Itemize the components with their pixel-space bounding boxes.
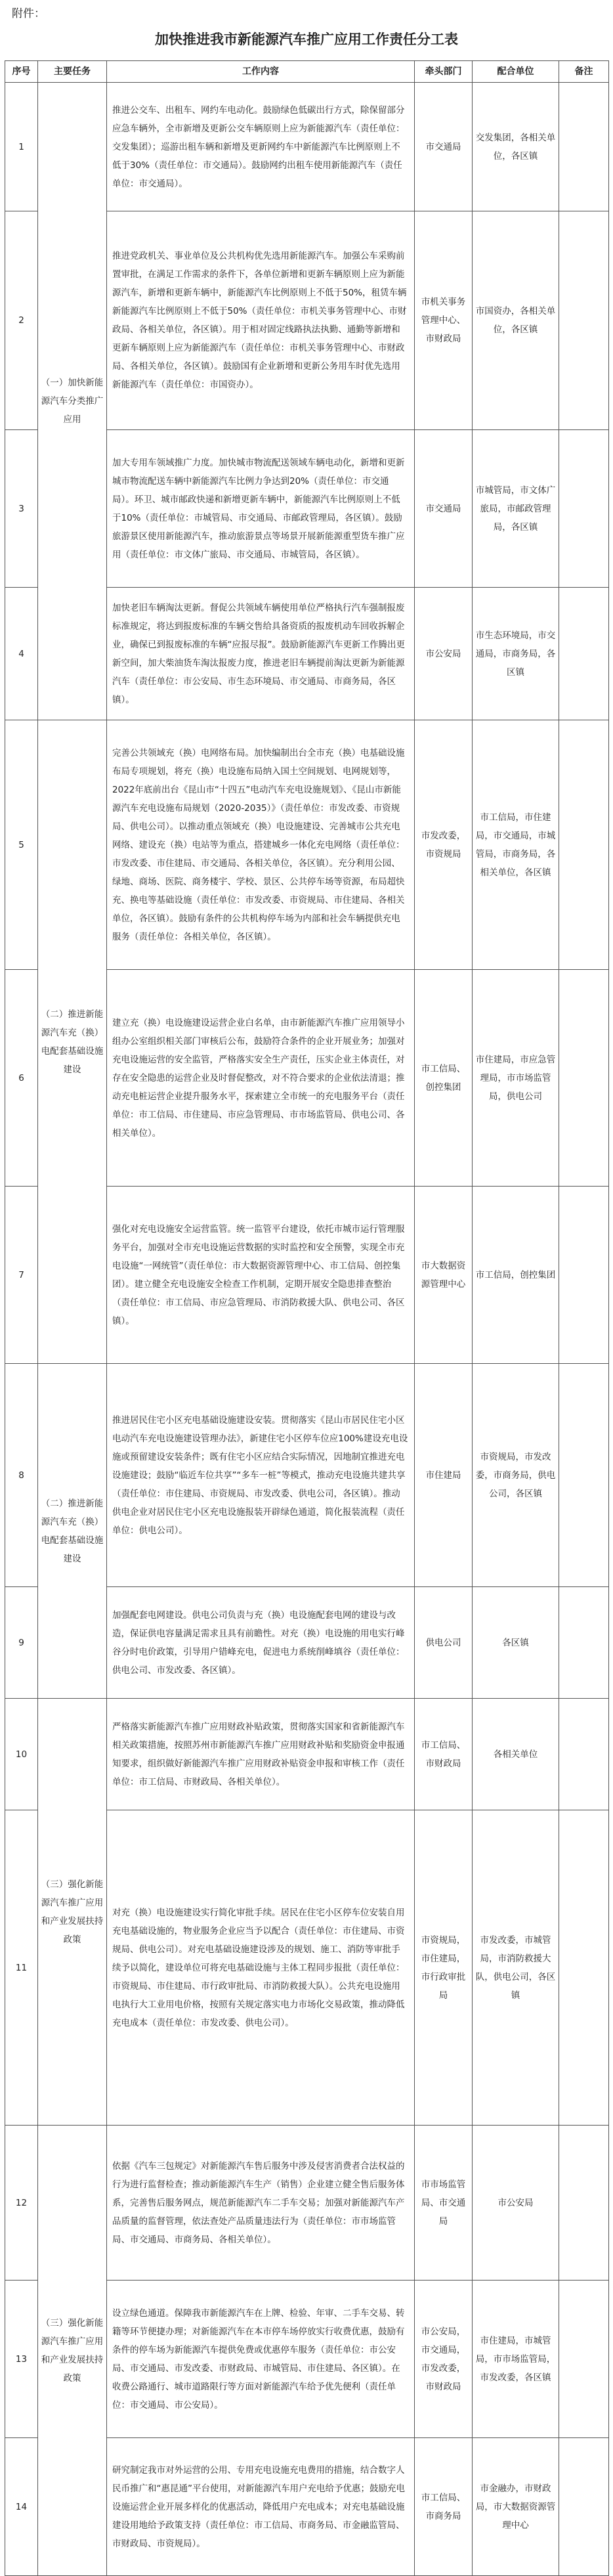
- row-content: 严格落实新能源汽车推广应用财政补贴政策，贯彻落实国家和省新能源汽车相关政策措施，按照苏州市新能源汽车推广应用财政补贴和奖励资金申报通知要求，组织做好新能源汽车推广应用财政补贴资金申报和审核工作（责任单位：市工信局、市财政局、各相关单位）。: [107, 1699, 415, 1810]
- row-support: 市住建局，市城管局，市市场监管局，市发改委，各区镇: [473, 2281, 559, 2438]
- task-cell: （三）强化新能源汽车推广应用和产业发展扶持政策: [38, 2126, 107, 2576]
- row-no: 13: [5, 2281, 38, 2438]
- row-content: 推进党政机关、事业单位及公共机构优先选用新能源汽车。加强公车采购前置审批，在满足工作需求的条件下，各单位新增和更新车辆原则上应为新能源汽车，新增和更新车辆中，新能源汽车比例原则上不低于50%，租赁车辆新能源汽车比例原则上不低于50%（责任单位：市机关事务管理中心、市财政局、各相关单位，各区镇）。用于相对固定线路执法执勤、通勤等新增和更新车辆原则上应为新能源汽车（责任单位：市机关事务管理中心、市财政局、各相关单位，各区镇）。鼓励国有企业新增和更新公务用车时优先选用新能源汽车（责任单位：市国资办）。: [107, 211, 415, 430]
- row-support: 市工信局，市住建局，市交通局，市城管局，市商务局，各相关单位，各区镇: [473, 720, 559, 970]
- row-note: [559, 83, 609, 211]
- row-content: 加强配套电网建设。供电公司负责与充（换）电设施配套电网的建设与改造，保证供电容量满足需求且具有前瞻性。对充（换）电设施的用电实行峰谷分时电价政策，引导用户错峰充电，促进电力系统削峰填谷（责任单位：供电公司、市发改委、各区镇）。: [107, 1587, 415, 1699]
- row-note: [559, 1810, 609, 2126]
- row-no: 3: [5, 430, 38, 588]
- row-content: 设立绿色通道。保障我市新能源汽车在上牌、检验、年审、二手车交易、转籍等环节便捷办理；对新能源汽车在本市停车场停放实行收费优惠，鼓励有条件的停车场为新能源汽车提供免费或优惠停车服务（责任单位：市公安局、市交通局、市发改委、市财政局、市城管局、市住建局、各区镇）。在收费公路通行、城市道路限行等方面对新能源汽车给予优先便利（责任单位：市交通局、市公安局）。: [107, 2281, 415, 2438]
- row-no: 1: [5, 83, 38, 211]
- row-note: [559, 2281, 609, 2438]
- table-row: [5, 2126, 609, 2281]
- row-no: 6: [5, 970, 38, 1187]
- row-support: 市国资办，各相关单位，各区镇: [473, 211, 559, 430]
- row-note: [559, 2438, 609, 2576]
- row-lead: 市交通局: [415, 83, 473, 211]
- row-note: [559, 1587, 609, 1699]
- row-content: 完善公共领域充（换）电网络布局。加快编制出台全市充（换）电基础设施布局专项规划，将充（换）电设施布局纳入国土空间规划、电网规划等，2022年底前出台《昆山市“十四五”电动汽车充电设施规划》、《昆山市新能源汽车充电设施布局规划（2020-2035）》（责任单位：市发改委、市资规局、供电公司）。以推动重点领域充（换）电设施建设、完善城市公共充电网络、建设充（换）电站等为重点，搭建城乡一体化充电网络（责任单位：市发改委、市住建局、市交通局、各相关单位，各区镇）。充分利用公园、绿地、商场、医院、商务楼宇、学校、景区、公共停车场等资源，布局超快充、换电等基础设施（责任单位：市发改委、市资规局、市住建局、各相关单位，各区镇）。鼓励有条件的公共机构停车场为内部和社会车辆提供充电服务（责任单位：各相关单位，各区镇）。: [107, 720, 415, 970]
- row-support: 各区镇: [473, 1587, 559, 1699]
- row-lead: 市工信局、市财政局: [415, 1699, 473, 1810]
- header-task: 主要任务: [38, 61, 107, 83]
- row-lead: 市交通局: [415, 430, 473, 588]
- header-lead: 牵头部门: [415, 61, 473, 83]
- row-note: [559, 211, 609, 430]
- row-support: 市发改委，市城管局，市消防救援大队，供电公司，各区镇: [473, 1810, 559, 2126]
- row-lead: 市发改委，市资规局: [415, 720, 473, 970]
- row-support: 市工信局，创控集团: [473, 1187, 559, 1364]
- row-support: 市城管局，市文体广旅局，市邮政管理局，各区镇: [473, 430, 559, 588]
- header-no: 序号: [5, 61, 38, 83]
- row-lead: 市机关事务管理中心、市财政局: [415, 211, 473, 430]
- row-lead: 市大数据资源管理中心: [415, 1187, 473, 1364]
- task-cell: （二）推进新能源汽车充（换）电配套基础设施建设: [38, 1364, 107, 1699]
- row-content: 强化对充电设施安全运营监管。统一监管平台建设，依托市城市运行管理服务平台，加强对全市充电设施运营数据的实时监控和安全预警，实现全市充电设施“一网统管”（责任单位：市大数据资源管理中心、市工信局、创控集团）。建立健全充电设施安全检查工作机制，定期开展安全隐患排查整治（责任单位：市工信局、市应急管理局、市消防救援大队、供电公司、各区镇）。: [107, 1187, 415, 1364]
- row-content: 推进居民住宅小区充电基础设施建设安装。贯彻落实《昆山市居民住宅小区电动汽车充电设施建设管理办法》，新建住宅小区停车位应100%建设充电设施或预留建设安装条件；既有住宅小区应结合实际情况，因地制宜推进充电设施建设；鼓励“临近车位共享”“多车一桩”等模式，推动充电设施共建共享（责任单位：市住建局、市资规局、市发改委、供电公司，各区镇）。推动供电企业对居民住宅小区充电设施报装开辟绿色通道，简化报装流程（责任单位：供电公司）。: [107, 1364, 415, 1587]
- row-content: 对充（换）电设施建设实行简化审批手续。居民在住宅小区停车位安装自用充电基础设施的，物业服务企业应当予以配合（责任单位：市住建局、市资规局、供电公司）。对充电基础设施建设涉及的规划、施工、消防等审批手续予以简化，建设单位可将充电基础设施与主体工程同步报批（责任单位：市资规局、市住建局、市行政审批局、市消防救援大队）。公共充电设施用电执行大工业用电价格，按照有关规定落实电力市场化交易政策，推动降低充电成本（责任单位：市发改委、供电公司）。: [107, 1810, 415, 2126]
- row-lead: 市市场监管局、市交通局: [415, 2126, 473, 2281]
- row-no: 14: [5, 2438, 38, 2576]
- table-header-row: [5, 61, 609, 83]
- row-no: 4: [5, 588, 38, 720]
- row-note: [559, 1364, 609, 1587]
- row-support: 市金融办，市财政局，市大数据资源管理中心: [473, 2438, 559, 2576]
- row-content: 推进公交车、出租车、网约车电动化。鼓励绿色低碳出行方式，除保留部分应急车辆外，全市新增及更新公交车辆原则上应为新能源汽车（责任单位：交发集团）；巡游出租车辆和新增及更新网约车中新能源汽车比例原则上不低于30%（责任单位：市交通局）。鼓励网约出租车使用新能源汽车（责任单位：市交通局）。: [107, 83, 415, 211]
- row-note: [559, 970, 609, 1187]
- row-content: 加快老旧车辆淘汰更新。督促公共领域车辆使用单位严格执行汽车强制报废标准规定，将达到报废标准的车辆交售给具备资质的报废机动车回收拆解企业，确保已到报废标准的车辆“应报尽报”。鼓励新能源汽车更新工作腾出更新空间，加大柴油货车淘汰报废力度，推进老旧车辆提前淘汰更新为新能源汽车（责任单位：市公安局、市生态环境局、市交通局、市商务局，各区镇）。: [107, 588, 415, 720]
- row-support: 交发集团，各相关单位，各区镇: [473, 83, 559, 211]
- header-support: 配合单位: [473, 61, 559, 83]
- row-note: [559, 1699, 609, 1810]
- table-row: [5, 720, 609, 970]
- task-cell: （三）强化新能源汽车推广应用和产业发展扶持政策: [38, 1699, 107, 2126]
- header-note: 备注: [559, 61, 609, 83]
- row-note: [559, 588, 609, 720]
- row-lead: 市资规局，市住建局，市行政审批局: [415, 1810, 473, 2126]
- table-row: [5, 1364, 609, 1587]
- document-title: 加快推进我市新能源汽车推广应用工作责任分工表: [155, 31, 458, 47]
- row-lead: 市住建局: [415, 1364, 473, 1587]
- row-lead: 市公安局，市交通局，市发改委，市财政局: [415, 2281, 473, 2438]
- row-content: 依据《汽车三包规定》对新能源汽车售后服务中涉及侵害消费者合法权益的行为进行监督检查；推动新能源汽车生产（销售）企业建立健全售后服务体系，完善售后服务网点，规范新能源汽车二手车交易；加强对新能源汽车产品质量的监督管理，依法查处产品质量违法行为（责任单位：市市场监管局、市交通局、市商务局、各相关单位）。: [107, 2126, 415, 2281]
- task-table: [5, 60, 609, 2576]
- row-no: 8: [5, 1364, 38, 1587]
- row-no: 5: [5, 720, 38, 970]
- row-no: 11: [5, 1810, 38, 2126]
- task-cell: （二）推进新能源汽车充（换）电配套基础设施建设: [38, 720, 107, 1364]
- row-no: 2: [5, 211, 38, 430]
- row-support: 各相关单位: [473, 1699, 559, 1810]
- row-support: 市公安局: [473, 2126, 559, 2281]
- row-content: 加大专用车领域推广力度。加快城市物流配送领域车辆电动化，新增和更新城市物流配送车辆中新能源汽车比例力争达到20%（责任单位：市交通局）。环卫、城市邮政快递和新增更新车辆中，新能源汽车比例原则上不低于10%（责任单位：市城管局、市交通局、市邮政管理局，各区镇）。鼓励旅游景区使用新能源汽车，推动旅游景点等场景开展新能源重型货车推广应用（责任单位：市文体广旅局、市交通局、市城管局，各区镇）。: [107, 430, 415, 588]
- row-note: [559, 430, 609, 588]
- row-no: 9: [5, 1587, 38, 1699]
- row-content: 研究制定我市对外运营的公用、专用充电设施充电费用的措施，结合数字人民币推广和“惠昆通”平台使用，对新能源汽车用户充电给予优惠；鼓励充电设施运营企业开展多样化的优惠活动，降低用户充电成本；对充电基础设施建设用地给予政策支持（责任单位：市工信局、市商务局、市金融监管局、市财政局、市资规局）。: [107, 2438, 415, 2576]
- row-no: 7: [5, 1187, 38, 1364]
- table-row: [5, 83, 609, 211]
- attachment-label: 附件：: [12, 7, 45, 20]
- table-row: [5, 1699, 609, 1810]
- task-cell: （一）加快新能源汽车分类推广应用: [38, 83, 107, 720]
- row-support: 市住建局，市应急管理局，市市场监管局，供电公司: [473, 970, 559, 1187]
- row-lead: 市公安局: [415, 588, 473, 720]
- row-content: 建立充（换）电设施建设运营企业白名单，由市新能源汽车推广应用领导小组办公室组织相关部门审核后公布，鼓励符合条件的企业开展业务；加强对充电设施运营的安全监管，严格落实安全生产责任，压实企业主体责任，对存在安全隐患的运营企业及时督促整改，对不符合要求的企业依法清退；推动充电桩运营企业提升服务水平，探索建立全市统一的充电服务平台（责任单位：市工信局、市住建局、市应急管理局、市市场监管局、供电公司、各相关单位）。: [107, 970, 415, 1187]
- row-no: 12: [5, 2126, 38, 2281]
- row-lead: 供电公司: [415, 1587, 473, 1699]
- row-note: [559, 2126, 609, 2281]
- row-support: 市生态环境局，市交通局，市商务局，各区镇: [473, 588, 559, 720]
- row-note: [559, 720, 609, 970]
- header-content: 工作内容: [107, 61, 415, 83]
- row-lead: 市工信局、市商务局: [415, 2438, 473, 2576]
- row-support: 市资规局，市发改委，市商务局，供电公司，各区镇: [473, 1364, 559, 1587]
- row-note: [559, 1187, 609, 1364]
- row-no: 10: [5, 1699, 38, 1810]
- row-lead: 市工信局、创控集团: [415, 970, 473, 1187]
